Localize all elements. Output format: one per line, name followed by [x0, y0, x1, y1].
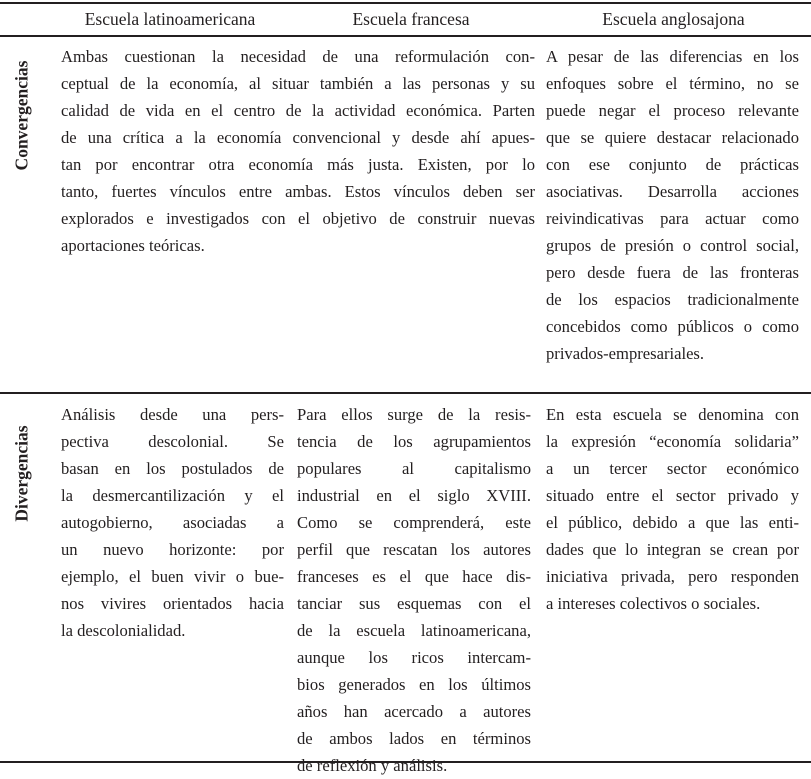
text-line: aportaciones teóricas. [61, 236, 205, 255]
divergencias-anglosajona-cell [546, 401, 799, 617]
text-line: tanto, fuertes vínculos entre ambas. Estos vínculos deben ser [61, 182, 535, 201]
text-line: que se quiere destacar relacionado [546, 128, 799, 147]
text-line: años han acercado a autores [297, 702, 531, 721]
row-label-convergencias: Convergencias [11, 60, 32, 171]
text-line: asociativas. Desarrolla acciones [546, 182, 799, 201]
text-line: situado entre el sector privado y [546, 486, 799, 505]
text-line: En esta escuela se denomina con [546, 405, 799, 424]
text-line: la descolonialidad. [61, 621, 186, 640]
text-line: la expresión “economía solidaria” [546, 432, 799, 451]
text-line: bios generados en los últimos [297, 675, 531, 694]
text-line: un nuevo horizonte: por [61, 540, 284, 559]
convergencias-latin-francesa-cell [61, 43, 535, 259]
text-line: pectiva descolonial. Se [61, 432, 284, 451]
text-line: a intereses colectivos o sociales. [546, 594, 761, 613]
text-line: iniciativa privada, pero responden [546, 567, 799, 586]
text-line: populares al capitalismo [297, 459, 531, 478]
text-line: de reflexión y análisis. [297, 756, 448, 775]
table-top-rule [0, 2, 811, 4]
header-anglosajona: Escuela anglosajona [602, 9, 745, 29]
text-line: autogobierno, asociadas a [61, 513, 284, 532]
text-line: Para ellos surge de la resis- [297, 405, 531, 424]
text-line: el público, debido a que las enti- [546, 513, 799, 532]
text-line: con ese conjunto de prácticas [546, 155, 799, 174]
text-line: nos vivires orientados hacia [61, 594, 284, 613]
text-line: de la escuela latinoamericana, [297, 621, 531, 640]
text-line: A pesar de las diferencias en los [546, 47, 799, 66]
text-line: industrial en el siglo XVIII. [297, 486, 531, 505]
divergencias-francesa-cell [297, 401, 531, 779]
text-line: tanciar sus esquemas con el [297, 594, 531, 613]
text-line: basan en los postulados de [61, 459, 284, 478]
text-line: dades que lo integran se crean por [546, 540, 799, 559]
text-line: enfoques sobre el término, no se [546, 74, 799, 93]
text-line: la desmercantilización y el [61, 486, 284, 505]
text-line: a un tercer sector económico [546, 459, 799, 478]
row-divider-rule [0, 392, 811, 394]
text-line: Como se comprenderá, este [297, 513, 531, 532]
convergencias-anglosajona-cell [546, 43, 799, 367]
text-line: concebidos como públicos o como [546, 317, 799, 336]
text-line: tencia de los agrupamientos [297, 432, 531, 451]
text-line: pero desde fuera de las fronteras [546, 263, 799, 282]
text-line: ceptual de la economía, al situar también a las personas y su [61, 74, 535, 93]
text-line: franceses es el que hace dis- [297, 567, 531, 586]
text-line: perfil que rescatan los autores [297, 540, 531, 559]
header-francesa: Escuela francesa [352, 9, 470, 29]
text-line: puede negar el proceso relevante [546, 101, 799, 120]
text-line: tan por encontrar otra economía más justa. Existen, por lo [61, 155, 535, 174]
text-line: de los espacios tradicionalmente [546, 290, 799, 309]
header-bottom-rule [0, 35, 811, 37]
text-line: de ambos lados en términos [297, 729, 531, 748]
text-line: privados-empresariales. [546, 344, 705, 363]
text-line: calidad de vida en el centro de la actividad económica. Parten [61, 101, 535, 120]
text-line: reivindicativas para actuar como [546, 209, 799, 228]
text-line: ejemplo, el buen vivir o bue- [61, 567, 284, 586]
text-line: grupos de presión o control social, [546, 236, 799, 255]
row-label-divergencias: Divergencias [11, 425, 32, 522]
text-line: de una crítica a la economía convencional y desde ahí apues- [61, 128, 535, 147]
header-latinoamericana: Escuela latinoamericana [84, 9, 256, 29]
text-line: Ambas cuestionan la necesidad de una reformulación con- [61, 47, 535, 66]
divergencias-latinoamericana-cell [61, 401, 284, 644]
text-line: Análisis desde una pers- [61, 405, 284, 424]
text-line: aunque los ricos intercam- [297, 648, 531, 667]
text-line: explorados e investigados con el objetivo de construir nuevas [61, 209, 535, 228]
